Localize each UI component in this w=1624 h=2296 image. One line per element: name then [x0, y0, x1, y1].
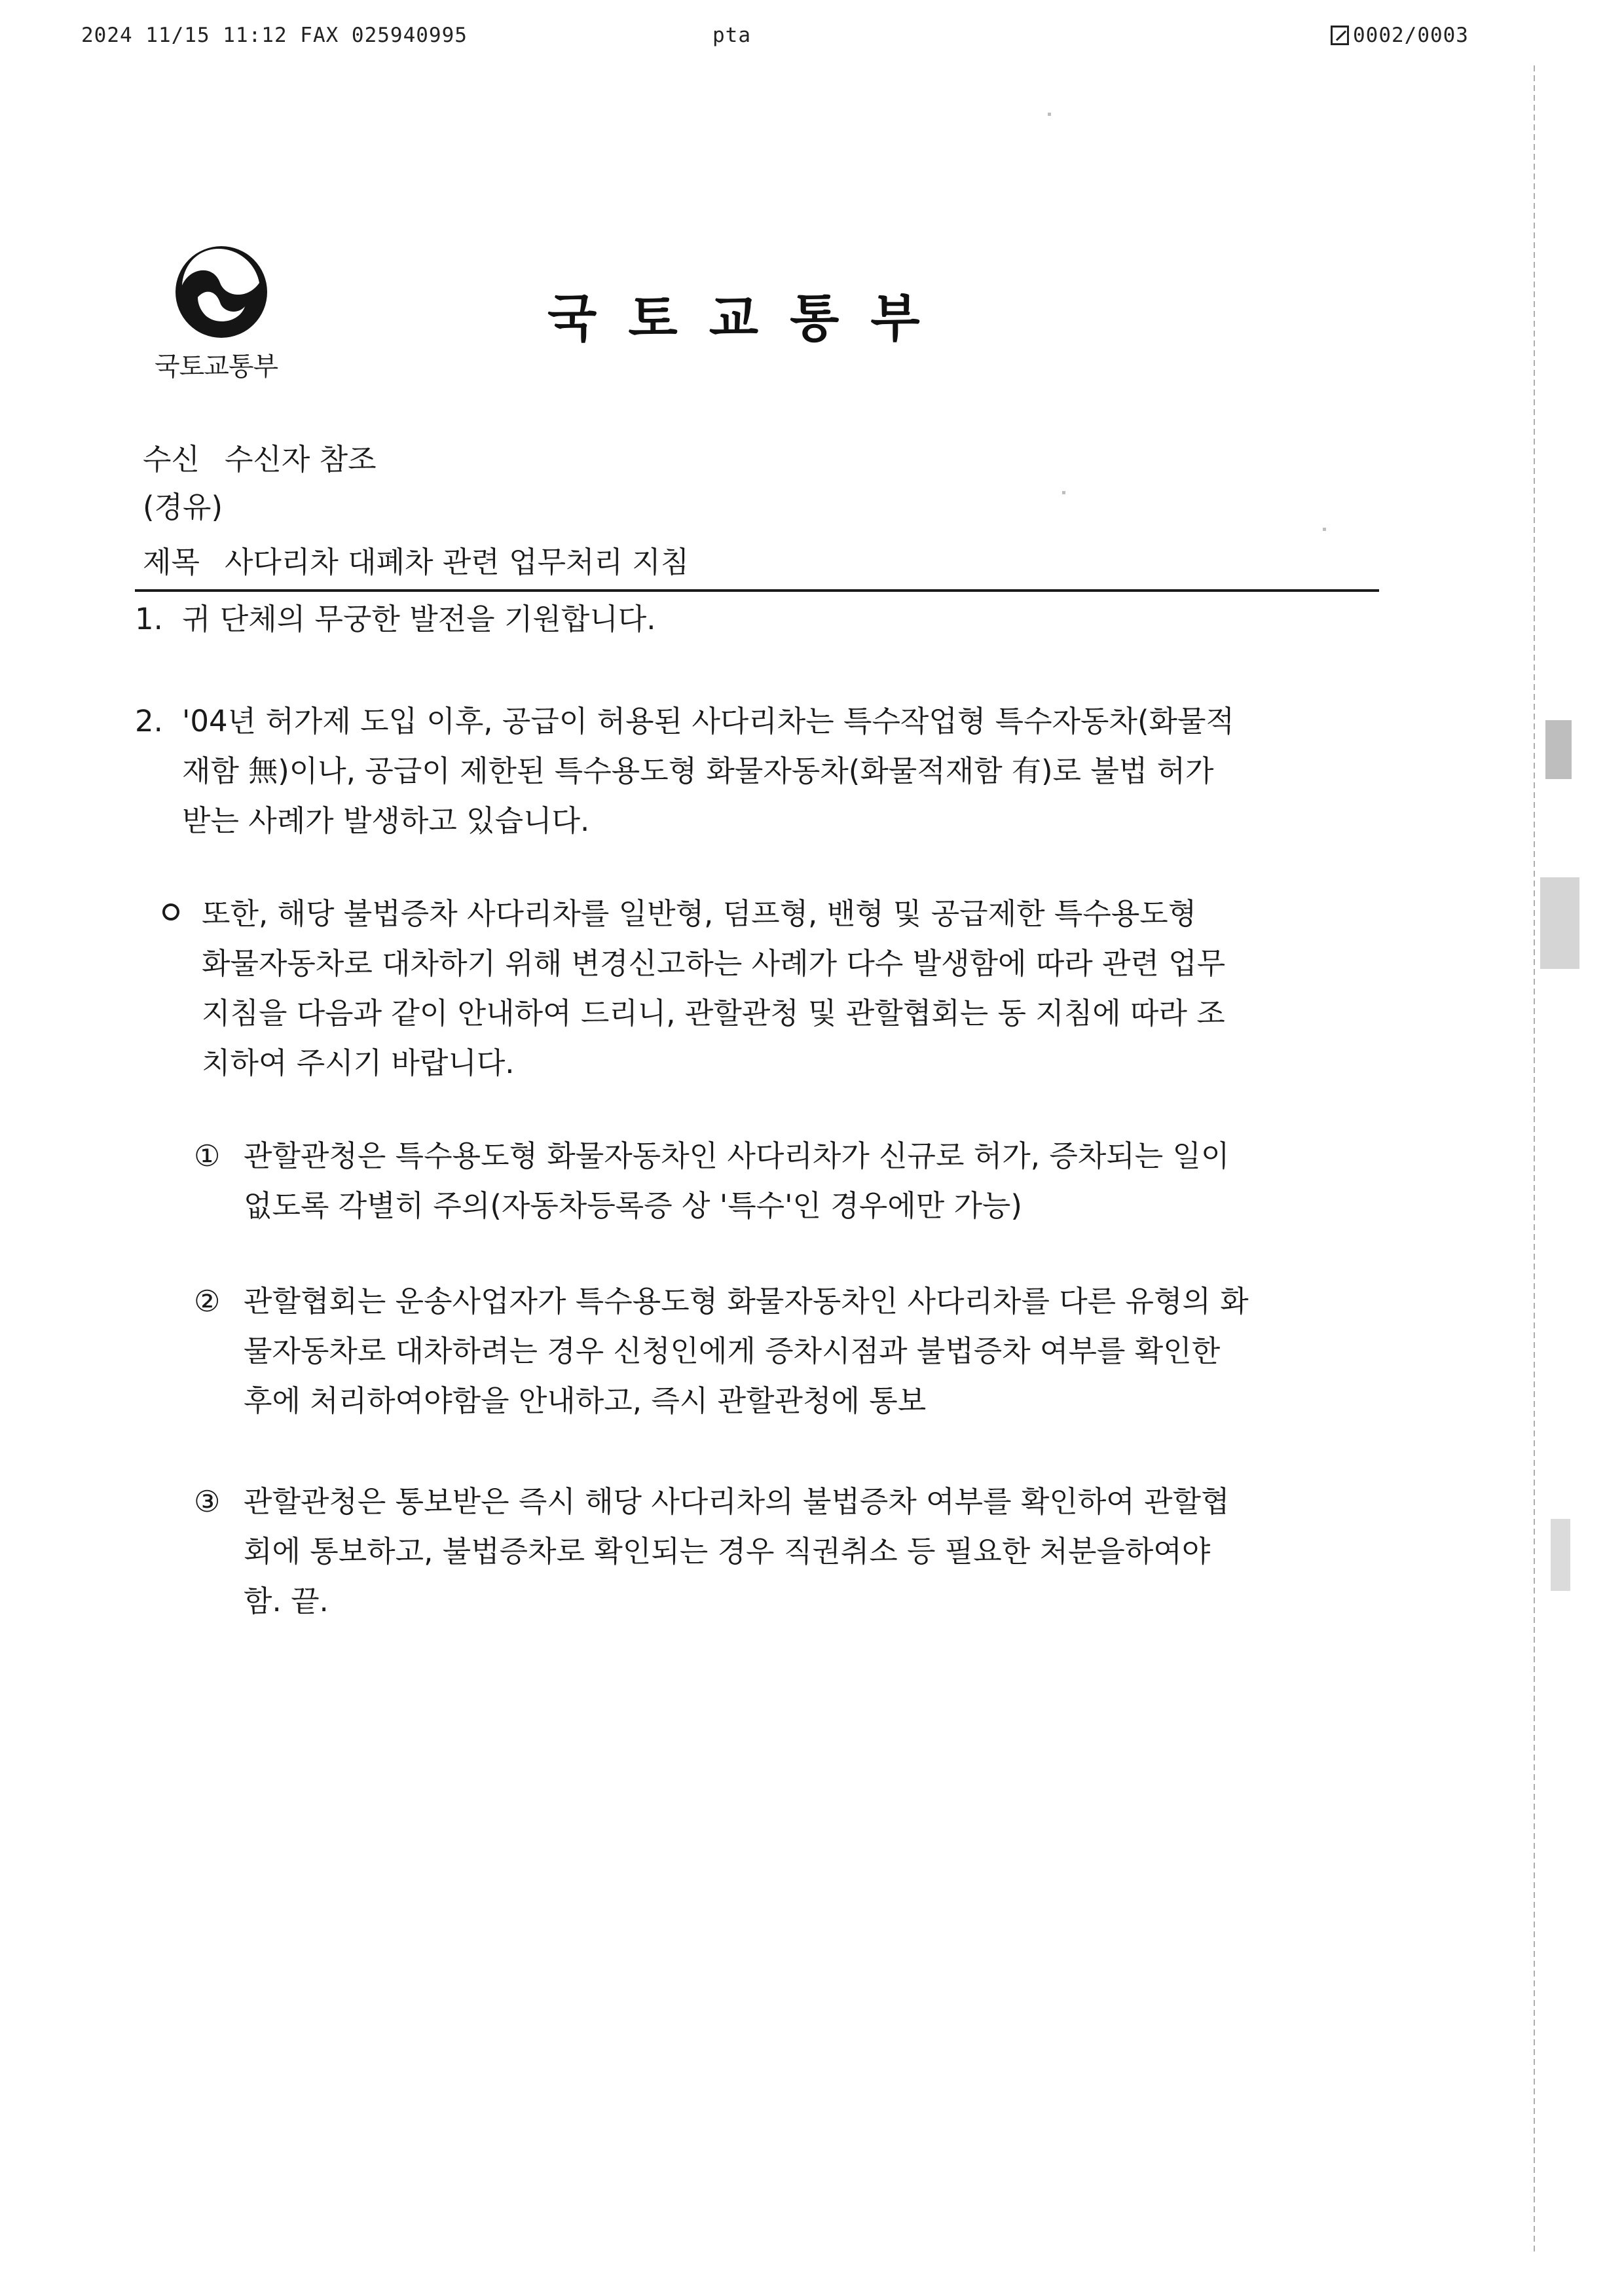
- scan-speckle: [1545, 720, 1572, 779]
- paragraph-line: 또한, 해당 불법증차 사다리차를 일반형, 덤프형, 밴형 및 공급제한 특수용도형: [202, 896, 1197, 931]
- item-line: 함. 끝.: [244, 1584, 329, 1618]
- item-line: 후에 처리하여야함을 안내하고, 즉시 관할관청에 통보: [244, 1383, 927, 1418]
- item-line: 관할협회는 운송사업자가 특수용도형 화물자동차인 사다리차를 다른 유형의 화: [244, 1284, 1249, 1319]
- item-line: 없도록 각별히 주의(자동차등록증 상 '특수'인 경우에만 가능): [244, 1188, 1022, 1223]
- paragraph-1: [135, 594, 656, 644]
- item-line: 회에 통보하고, 불법증차로 확인되는 경우 직권취소 등 필요한 처분을하여야: [244, 1534, 1211, 1569]
- item-number: ①: [194, 1139, 221, 1173]
- item-line: 관할관청은 통보받은 즉시 해당 사다리차의 불법증차 여부를 확인하여 관할협: [244, 1484, 1230, 1519]
- paragraph-line: 화물자동차로 대차하기 위해 변경신고하는 사례가 다수 발생함에 따라 관련 업무: [202, 946, 1226, 981]
- guideline-item-3: [194, 1477, 1230, 1626]
- guideline-item-2: [194, 1277, 1249, 1426]
- paragraph-number: 2.: [135, 704, 163, 738]
- paragraph-line: 귀 단체의 무궁한 발전을 기원합니다.: [182, 602, 656, 636]
- paragraph-number: 1.: [135, 602, 163, 636]
- paragraph-line: 치하여 주시기 바랍니다.: [202, 1046, 515, 1080]
- fax-header-station: pta: [712, 24, 751, 47]
- scan-speckle: [1540, 877, 1579, 969]
- scan-speckle: [1048, 113, 1051, 116]
- paragraph-line: '04년 허가제 도입 이후, 공급이 허용된 사다리차는 특수작업형 특수자동차(화물적: [182, 704, 1234, 738]
- government-emblem-icon: [172, 242, 271, 342]
- emblem-label: 국토교통부: [155, 352, 278, 382]
- recipient-value: 수신자 참조: [224, 442, 377, 477]
- fax-header-info: 2024 11/15 11:12 FAX 025940995: [81, 24, 468, 47]
- recipient-label: 수신: [143, 442, 200, 477]
- paragraph-2: [135, 697, 1234, 846]
- fax-checkbox-icon: [1331, 26, 1349, 45]
- item-number: ②: [194, 1284, 221, 1319]
- guideline-item-1: [194, 1131, 1230, 1231]
- bullet-paragraph: [202, 889, 1225, 1088]
- scan-speckle: [1062, 491, 1065, 494]
- paragraph-line: 재함 無)이나, 공급이 제한된 특수용도형 화물자동차(화물적재함 有)로 불법 허가: [182, 754, 1214, 788]
- subject-line: [143, 538, 689, 581]
- scan-edge-line: [1534, 65, 1535, 2252]
- via-line: (경유): [143, 490, 223, 524]
- subject-value: 사다리차 대폐차 관련 업무처리 지침: [224, 545, 690, 579]
- fax-header-page: [1331, 24, 1469, 47]
- item-line: 관할관청은 특수용도형 화물자동차인 사다리차가 신규로 허가, 증차되는 일이: [244, 1139, 1230, 1173]
- scan-speckle: [1323, 528, 1326, 531]
- circle-bullet-icon: [162, 903, 179, 920]
- scan-speckle: [1551, 1519, 1570, 1591]
- item-number: ③: [194, 1484, 221, 1519]
- paragraph-line: 지침을 다음과 같이 안내하여 드리니, 관할관청 및 관할협회는 동 지침에 따라 조: [202, 996, 1225, 1030]
- paragraph-line: 받는 사례가 발생하고 있습니다.: [182, 803, 590, 838]
- ministry-title: 국토교통부: [547, 289, 951, 348]
- fax-page-count: 0002/0003: [1353, 24, 1469, 47]
- subject-divider: [135, 589, 1379, 592]
- subject-label: 제목: [143, 545, 200, 579]
- item-line: 물자동차로 대차하려는 경우 신청인에게 증차시점과 불법증차 여부를 확인한: [244, 1334, 1221, 1368]
- recipient-line: [143, 435, 377, 478]
